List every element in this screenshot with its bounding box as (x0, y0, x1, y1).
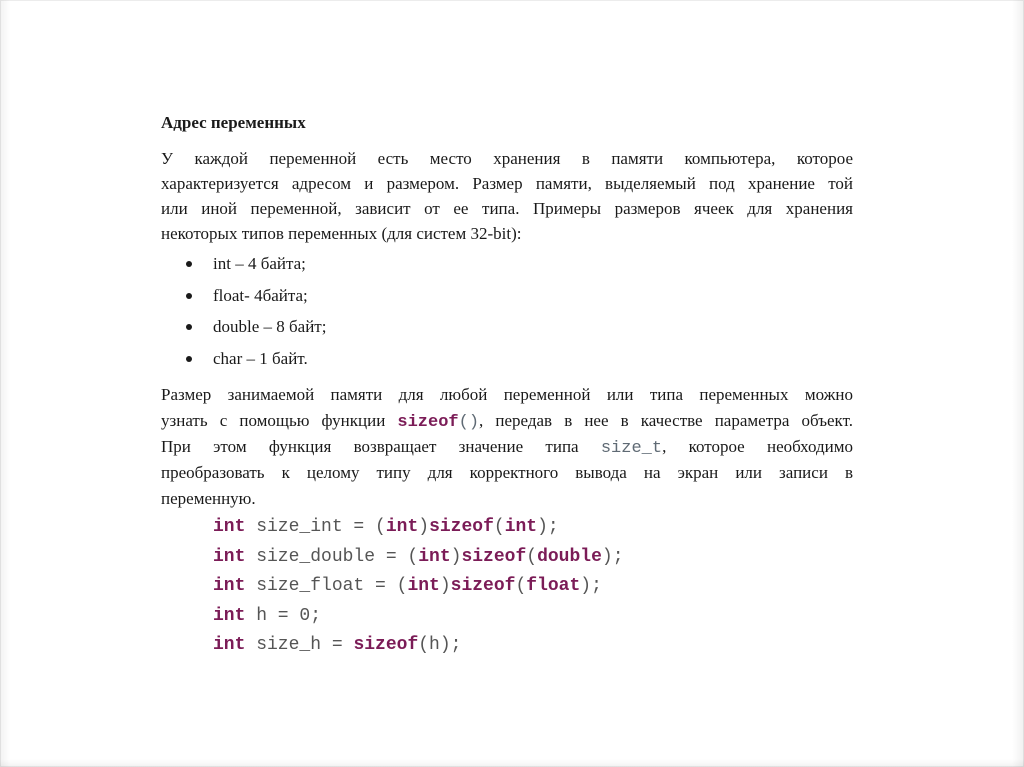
slide-shadow-bottom (0, 759, 1024, 767)
code-text: ) (439, 576, 451, 597)
code-keyword: int (385, 517, 419, 537)
sizeof-line (161, 434, 853, 460)
code-keyword: int (407, 576, 440, 597)
intro-line: У каждой переменной есть место хранения в памяти компьютера, которое (161, 149, 853, 168)
code-keyword: int (213, 576, 246, 597)
sizeof-line-text: При этом функция возвращает значение типа (161, 437, 601, 456)
code-text: ) (418, 517, 430, 537)
intro-line: характеризуется адресом и размером. Размер памяти, выделяемый под хранение той (161, 174, 853, 193)
bullet-icon (186, 293, 192, 299)
bullet-icon (186, 356, 192, 362)
code-text: ( (526, 546, 538, 567)
bullet-icon (186, 261, 192, 267)
sizeof-line: преобразовать к целому типу для корректного вывода на экран или записи в (161, 463, 853, 482)
code-text: ( (515, 576, 527, 597)
code-keyword: float (526, 576, 581, 597)
list-item-text: double – 8 байт; (213, 317, 327, 336)
code-text: h = 0; (245, 605, 322, 626)
intro-line: или иной переменной, зависит от ее типа. Примеры размеров ячеек для хранения (161, 199, 853, 218)
code-text: ); (601, 546, 624, 567)
sizeof-function-name: sizeof (397, 413, 459, 432)
size-t-type-name: size_t (600, 439, 663, 458)
slide-shadow-left (0, 0, 10, 767)
code-line (213, 515, 624, 545)
code-text: size_int = ( (245, 517, 386, 537)
intro-line: некоторых типов переменных (для систем 32-bit): (161, 224, 522, 243)
bullet-icon (186, 324, 192, 330)
code-text: size_float = ( (245, 576, 408, 597)
sizeof-line-text: , которое необходимо (662, 437, 853, 456)
sizeof-line: переменную. (161, 489, 256, 508)
code-keyword: int (418, 546, 451, 567)
code-keyword: int (213, 605, 246, 626)
sizeof-line: Размер занимаемой памяти для любой переменной или типа переменных можно (161, 385, 853, 404)
code-keyword: sizeof (450, 576, 516, 597)
code-line (213, 545, 624, 575)
code-text: ); (537, 517, 559, 537)
code-keyword: double (537, 546, 602, 567)
code-keyword: int (213, 635, 246, 656)
code-text: ); (580, 576, 602, 597)
code-keyword: sizeof (429, 517, 494, 537)
intro-paragraph (161, 146, 853, 246)
code-keyword: int (504, 517, 538, 537)
sizeof-line-text: узнать с помощью функции (161, 411, 398, 430)
list-item-text: int – 4 байта; (213, 254, 306, 273)
list-item-text: float- 4байта; (213, 285, 308, 305)
code-block (213, 515, 624, 663)
sizeof-parens: () (458, 413, 480, 432)
code-line (213, 574, 624, 604)
code-keyword: sizeof (353, 635, 419, 656)
code-line (213, 633, 624, 663)
code-text: ( (493, 517, 505, 537)
code-text: ) (450, 546, 462, 567)
sizeof-paragraph (161, 382, 853, 512)
code-keyword: sizeof (461, 546, 527, 567)
code-text: size_h = (245, 635, 354, 656)
code-keyword: int (213, 546, 246, 567)
code-text: size_double = ( (245, 546, 419, 567)
code-keyword: int (213, 517, 246, 537)
code-text: (h); (418, 635, 462, 656)
code-line (213, 604, 624, 634)
section-heading: Адрес переменных (161, 113, 306, 132)
list-item-text: char – 1 байт. (213, 348, 308, 368)
sizeof-line (161, 408, 853, 434)
slide-shadow-right (1012, 0, 1024, 767)
sizeof-line-text: , передав в нее в качестве параметра объект. (479, 411, 853, 430)
